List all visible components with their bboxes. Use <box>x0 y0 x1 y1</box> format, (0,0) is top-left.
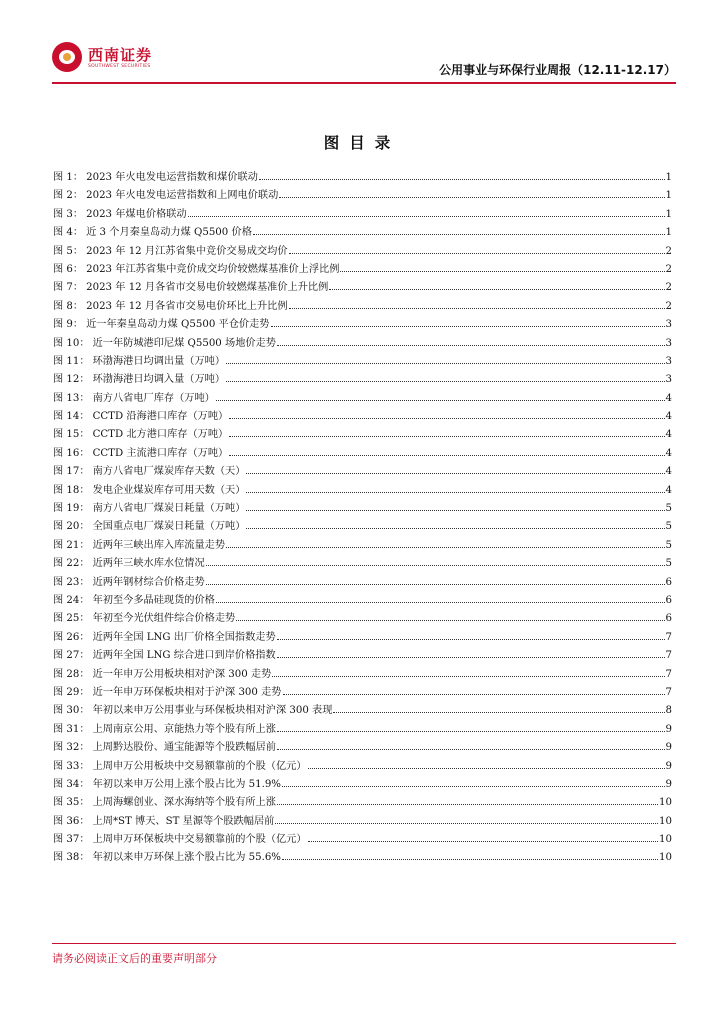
toc-entry-leader <box>246 492 664 493</box>
toc-entry[interactable] <box>53 371 672 389</box>
toc-entry[interactable] <box>53 169 672 187</box>
toc-entry-page: 1 <box>665 190 672 202</box>
toc-list <box>53 169 672 868</box>
toc-entry-page: 9 <box>665 742 672 754</box>
toc-entry-page: 3 <box>665 355 672 367</box>
toc-entry-page: 1 <box>665 208 672 220</box>
toc-entry-title: 全国重点电厂煤炭日耗量（万吨） <box>92 521 246 533</box>
toc-entry-title: 年初至今光伏组件综合价格走势 <box>92 613 236 625</box>
toc-entry-page: 4 <box>665 484 672 496</box>
toc-entry-page: 4 <box>665 392 672 404</box>
toc-entry-page: 2 <box>665 245 672 257</box>
toc-entry-leader <box>283 694 665 695</box>
toc-entry-page: 7 <box>665 668 672 680</box>
toc-entry-page: 6 <box>665 594 672 606</box>
toc-entry[interactable] <box>53 629 672 647</box>
footer-divider <box>52 943 676 944</box>
toc-entry-page: 8 <box>665 705 672 717</box>
toc-entry-title: 近两年全国 LNG 综合进口到岸价格指数 <box>92 650 276 662</box>
toc-entry-title: 近一年防城港印尼煤 Q5500 场地价走势 <box>92 337 276 349</box>
toc-entry-leader <box>282 859 658 860</box>
toc-entry-leader <box>216 602 665 603</box>
toc-entry-leader <box>246 510 664 511</box>
toc-entry-leader <box>333 712 664 713</box>
toc-entry-title: 近两年全国 LNG 出厂价格全国指数走势 <box>92 631 276 643</box>
toc-entry[interactable] <box>53 794 672 812</box>
toc-entry-page: 9 <box>665 723 672 735</box>
toc-entry-title: CCTD 主流港口库存（万吨） <box>92 447 229 459</box>
toc-entry-page: 10 <box>659 834 672 846</box>
toc-entry-page: 6 <box>665 613 672 625</box>
toc-entry-leader <box>206 584 665 585</box>
toc-entry-page: 10 <box>659 815 672 827</box>
toc-entry[interactable] <box>53 353 672 371</box>
toc-entry-label: 图 38： <box>53 852 90 864</box>
brand-name: 西南证券 <box>88 46 153 64</box>
toc-entry-leader <box>272 676 664 677</box>
toc-entry-leader <box>246 528 664 529</box>
toc-entry-label: 图 9： <box>53 319 84 331</box>
toc-entry-title: 上周南京公用、京能热力等个股有所上涨 <box>92 723 276 735</box>
toc-entry-label: 图 15： <box>53 429 90 441</box>
toc-entry-title: 上周*ST 博天、ST 星源等个股跌幅居前 <box>92 815 275 827</box>
toc-entry-page: 10 <box>659 797 672 809</box>
toc-entry[interactable] <box>53 261 672 279</box>
toc-entry[interactable] <box>53 592 672 610</box>
toc-entry-title: 2023 年江苏省集中竞价成交均价较燃煤基准价上浮比例 <box>86 263 340 275</box>
toc-entry[interactable] <box>53 243 672 261</box>
toc-entry-label: 图 3： <box>53 208 84 220</box>
brand-logo <box>52 40 212 76</box>
toc-entry-title: 近两年三峡出库入库流量走势 <box>92 539 226 551</box>
toc-entry-leader <box>216 400 665 401</box>
toc-entry[interactable] <box>53 335 672 353</box>
toc-entry[interactable] <box>53 684 672 702</box>
toc-entry-leader <box>282 786 665 787</box>
toc-entry-label: 图 11： <box>53 355 90 367</box>
toc-entry-title: 上周申万公用板块中交易额靠前的个股（亿元） <box>92 760 307 772</box>
toc-entry-label: 图 22： <box>53 558 90 570</box>
toc-entry-leader <box>308 841 659 842</box>
toc-entry-leader <box>206 565 665 566</box>
brand-logo-mark-icon <box>52 42 82 72</box>
toc-entry-title: 2023 年 12 月江苏省集中竞价交易成交均价 <box>86 245 288 257</box>
toc-entry-label: 图 33： <box>53 760 90 772</box>
toc-entry-page: 10 <box>659 852 672 864</box>
toc-entry-label: 图 35： <box>53 797 90 809</box>
toc-entry-label: 图 17： <box>53 466 90 478</box>
toc-entry-leader <box>279 197 664 198</box>
toc-entry-leader <box>229 436 664 437</box>
toc-entry-page: 3 <box>665 337 672 349</box>
toc-entry-title: 年初以来申万公用事业与环保板块相对沪深 300 表现 <box>92 705 333 717</box>
toc-entry-page: 3 <box>665 374 672 386</box>
toc-entry[interactable] <box>53 390 672 408</box>
toc-entry-page: 7 <box>665 631 672 643</box>
toc-entry-label: 图 28： <box>53 668 90 680</box>
toc-entry[interactable] <box>53 206 672 224</box>
toc-entry[interactable] <box>53 445 672 463</box>
toc-entry-title: 2023 年 12 月各省市交易电价环比上升比例 <box>86 300 288 312</box>
toc-entry-page: 4 <box>665 411 672 423</box>
toc-entry-label: 图 36： <box>53 815 90 827</box>
toc-entry-label: 图 10： <box>53 337 90 349</box>
toc-entry-label: 图 1： <box>53 172 84 183</box>
toc-entry-label: 图 31： <box>53 723 90 735</box>
toc-entry-title: 上周申万环保板块中交易额靠前的个股（亿元） <box>92 834 307 846</box>
toc-entry-label: 图 25： <box>53 613 90 625</box>
toc-entry-leader <box>277 749 665 750</box>
toc-entry-leader <box>259 179 665 180</box>
brand-subtitle: SOUTHWEST SECURITIES <box>88 64 151 69</box>
toc-entry-page: 7 <box>665 686 672 698</box>
toc-entry-title: 近两年三峡水库水位情况 <box>92 558 205 570</box>
toc-entry[interactable] <box>53 666 672 684</box>
toc-entry[interactable] <box>53 187 672 205</box>
toc-entry-page: 2 <box>665 263 672 275</box>
toc-entry-page: 4 <box>665 447 672 459</box>
toc-entry[interactable] <box>53 408 672 426</box>
toc-entry-leader <box>275 823 658 824</box>
toc-entry-title: 近一年申万环保板块相对于沪深 300 走势 <box>92 686 282 698</box>
toc-entry[interactable] <box>53 537 672 555</box>
toc-entry-leader <box>226 363 665 364</box>
toc-entry-label: 图 21： <box>53 539 90 551</box>
toc-entry-leader <box>253 234 665 235</box>
toc-entry-leader <box>236 620 664 621</box>
toc-entry-title: 近 3 个月秦皇岛动力煤 Q5500 价格 <box>86 227 252 239</box>
toc-entry-page: 9 <box>665 778 672 790</box>
report-title: 公用事业与环保行业周报（12.11-12.17） <box>439 63 676 77</box>
toc-entry-title: 2023 年 12 月各省市交易电价较燃煤基准价上升比例 <box>86 282 329 294</box>
toc-entry-leader <box>246 473 664 474</box>
toc-entry[interactable] <box>53 426 672 444</box>
toc-entry-page: 5 <box>665 539 672 551</box>
toc-entry-title: 环渤海港日均调入量（万吨） <box>92 374 226 386</box>
toc-entry[interactable] <box>53 482 672 500</box>
toc-entry-leader <box>188 216 665 217</box>
toc-entry-leader <box>277 731 665 732</box>
toc-entry-title: 2023 年火电发电运营指数和煤价联动 <box>86 172 258 183</box>
toc-entry-label: 图 20： <box>53 521 90 533</box>
toc-entry-title: 上周海螺创业、深水海纳等个股有所上涨 <box>92 797 276 809</box>
toc-entry[interactable] <box>53 647 672 665</box>
toc-entry-label: 图 5： <box>53 245 84 257</box>
toc-entry[interactable] <box>53 555 672 573</box>
toc-entry-title: 年初以来申万环保上涨个股占比为 55.6% <box>92 852 281 864</box>
toc-entry[interactable] <box>53 776 672 794</box>
toc-entry-page: 5 <box>665 503 672 515</box>
toc-entry-label: 图 19： <box>53 503 90 515</box>
toc-entry-page: 1 <box>665 172 672 183</box>
toc-entry-title: 发电企业煤炭库存可用天数（天） <box>92 484 246 496</box>
toc-entry-label: 图 26： <box>53 631 90 643</box>
toc-entry[interactable] <box>53 739 672 757</box>
toc-entry-title: 年初至今多晶硅现货的价格 <box>92 594 215 606</box>
toc-entry-label: 图 34： <box>53 778 90 790</box>
toc-entry-leader <box>226 381 665 382</box>
toc-entry-title: 环渤海港日均调出量（万吨） <box>92 355 226 367</box>
toc-entry-page: 1 <box>665 227 672 239</box>
toc-entry-title: 近一年申万公用板块相对沪深 300 走势 <box>92 668 272 680</box>
toc-entry-leader <box>229 418 664 419</box>
toc-entry-label: 图 13： <box>53 392 90 404</box>
toc-entry-page: 9 <box>665 760 672 772</box>
toc-entry-label: 图 4： <box>53 227 84 239</box>
toc-entry-label: 图 8： <box>53 300 84 312</box>
footer-disclaimer: 请务必阅读正文后的重要声明部分 <box>52 952 217 965</box>
toc-entry-page: 4 <box>665 466 672 478</box>
toc-entry-page: 2 <box>665 282 672 294</box>
toc-entry-title: 南方八省电厂库存（万吨） <box>92 392 215 404</box>
toc-entry[interactable] <box>53 610 672 628</box>
toc-entry-title: 近一年秦皇岛动力煤 Q5500 平仓价走势 <box>86 319 270 331</box>
toc-entry-label: 图 23： <box>53 576 90 588</box>
toc-entry-label: 图 12： <box>53 374 90 386</box>
toc-entry[interactable] <box>53 702 672 720</box>
toc-entry-leader <box>329 289 664 290</box>
toc-entry-page: 5 <box>665 521 672 533</box>
toc-entry[interactable] <box>53 500 672 518</box>
toc-entry-title: 2023 年火电发电运营指数和上网电价联动 <box>86 190 279 202</box>
toc-entry-page: 4 <box>665 429 672 441</box>
toc-entry-page: 3 <box>665 319 672 331</box>
toc-entry[interactable] <box>53 758 672 776</box>
toc-entry-leader <box>289 308 665 309</box>
toc-entry-leader <box>340 271 664 272</box>
toc-entry[interactable] <box>53 224 672 242</box>
toc-entry-title: CCTD 北方港口库存（万吨） <box>92 429 229 441</box>
toc-entry[interactable] <box>53 831 672 849</box>
toc-entry-leader <box>226 547 665 548</box>
toc-entry[interactable] <box>53 574 672 592</box>
toc-entry-label: 图 32： <box>53 742 90 754</box>
toc-entry-leader <box>271 326 665 327</box>
toc-entry-page: 5 <box>665 558 672 570</box>
toc-entry-title: CCTD 沿海港口库存（万吨） <box>92 411 229 423</box>
toc-entry-label: 图 14： <box>53 411 90 423</box>
toc-entry-label: 图 30： <box>53 705 90 717</box>
toc-entry[interactable] <box>53 721 672 739</box>
toc-entry-label: 图 37： <box>53 834 90 846</box>
toc-entry-label: 图 2： <box>53 190 84 202</box>
toc-title: 图目录 <box>323 134 401 152</box>
toc-entry-title: 年初以来申万公用上涨个股占比为 51.9% <box>92 778 281 790</box>
toc-entry-title: 南方八省电厂煤炭日耗量（万吨） <box>92 503 246 515</box>
toc-entry[interactable] <box>53 518 672 536</box>
page-header <box>52 40 676 80</box>
toc-entry-leader <box>277 804 658 805</box>
toc-entry-leader <box>308 768 665 769</box>
toc-entry[interactable] <box>53 849 672 867</box>
toc-entry-leader <box>289 253 665 254</box>
toc-entry-leader <box>277 345 665 346</box>
toc-entry-label: 图 24： <box>53 594 90 606</box>
toc-entry[interactable] <box>53 279 672 297</box>
toc-entry[interactable] <box>53 813 672 831</box>
toc-entry-page: 6 <box>665 576 672 588</box>
toc-entry-label: 图 6： <box>53 263 84 275</box>
toc-entry-leader <box>277 657 665 658</box>
toc-entry-title: 近两年钢材综合价格走势 <box>92 576 205 588</box>
toc-entry-title: 南方八省电厂煤炭库存天数（天） <box>92 466 246 478</box>
header-divider <box>52 82 676 84</box>
toc-entry-page: 7 <box>665 650 672 662</box>
toc-entry[interactable] <box>53 316 672 334</box>
toc-entry-label: 图 27： <box>53 650 90 662</box>
toc-entry[interactable] <box>53 463 672 481</box>
toc-entry-page: 2 <box>665 300 672 312</box>
toc-entry-title: 2023 年煤电价格联动 <box>86 208 187 220</box>
toc-entry-label: 图 7： <box>53 282 84 294</box>
toc-entry-label: 图 16： <box>53 447 90 459</box>
toc-entry-leader <box>229 455 664 456</box>
toc-entry-leader <box>277 639 665 640</box>
toc-entry-label: 图 29： <box>53 686 90 698</box>
toc-entry-title: 上周黔达股份、通宝能源等个股跌幅居前 <box>92 742 276 754</box>
toc-entry[interactable] <box>53 298 672 316</box>
toc-entry-label: 图 18： <box>53 484 90 496</box>
